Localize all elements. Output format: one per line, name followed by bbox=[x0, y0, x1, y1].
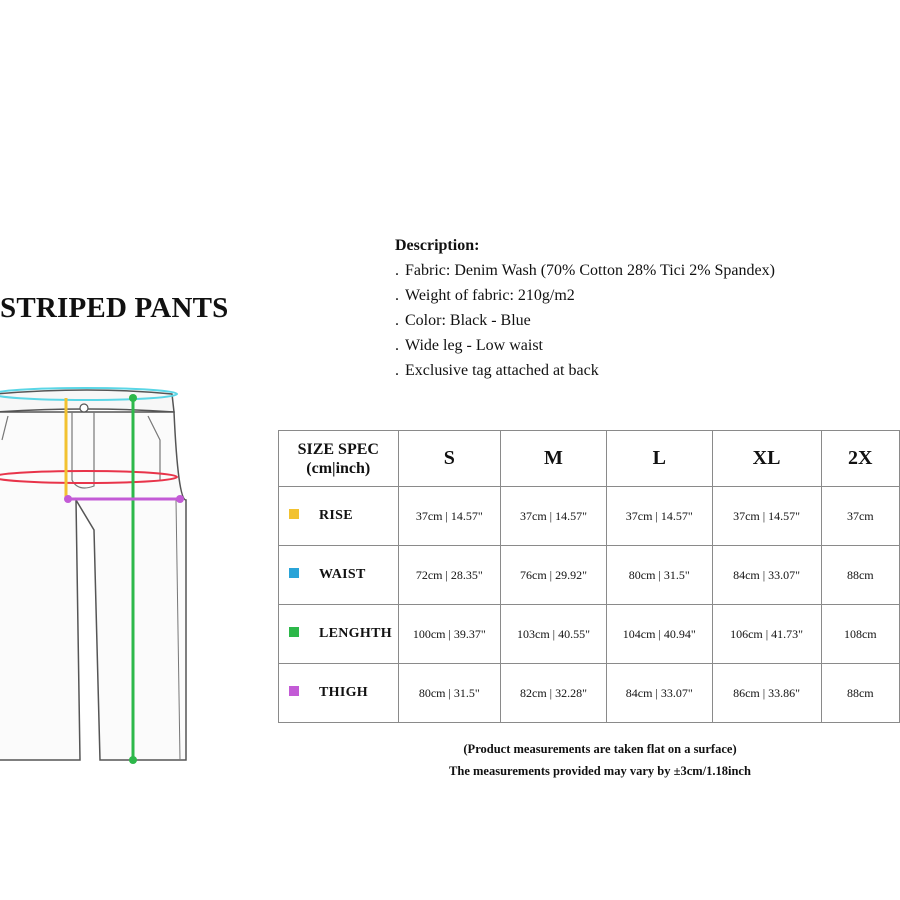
description-text: Fabric: Denim Wash (70% Cotton 28% Tici 2% Spandex) bbox=[405, 262, 775, 279]
row-label: LENGHTH bbox=[319, 626, 392, 641]
thigh-measure-right-dot bbox=[176, 495, 184, 503]
size-header-xl: XL bbox=[712, 431, 821, 487]
measurement-notes bbox=[400, 738, 800, 782]
table-cell: 80cm | 31.5" bbox=[606, 546, 712, 605]
description-text: Exclusive tag attached at back bbox=[405, 362, 599, 379]
measurement-note-1: (Product measurements are taken flat on a surface) bbox=[463, 742, 737, 756]
table-cell: 72cm | 28.35" bbox=[398, 546, 501, 605]
product-title: STRIPED PANTS bbox=[0, 292, 229, 324]
table-row-waist bbox=[279, 546, 900, 605]
measurement-note-2: The measurements provided may vary by ±3cm/1.18inch bbox=[449, 764, 751, 778]
table-row-length bbox=[279, 605, 900, 664]
size-spec-header-line2: (cm|inch) bbox=[306, 459, 371, 477]
size-header-m: M bbox=[501, 431, 607, 487]
description-line: . Fabric: Denim Wash (70% Cotton 28% Tici 2% Spandex) bbox=[395, 262, 775, 279]
description-text: Weight of fabric: 210g/m2 bbox=[405, 287, 575, 304]
table-cell: 76cm | 29.92" bbox=[501, 546, 607, 605]
length-measure-top-dot bbox=[129, 394, 137, 402]
thigh-measure-left-dot bbox=[64, 495, 72, 503]
pants-button bbox=[80, 404, 88, 412]
row-label-cell bbox=[279, 487, 399, 546]
row-label: WAIST bbox=[319, 567, 366, 582]
table-cell: 37cm | 14.57" bbox=[501, 487, 607, 546]
table-cell: 103cm | 40.55" bbox=[501, 605, 607, 664]
description-block bbox=[395, 233, 775, 383]
description-heading: Description: bbox=[395, 237, 480, 254]
table-row-rise bbox=[279, 487, 900, 546]
size-spec-header-line1: SIZE SPEC bbox=[297, 440, 379, 458]
table-cell: 80cm | 31.5" bbox=[398, 664, 501, 723]
table-cell: 104cm | 40.94" bbox=[606, 605, 712, 664]
description-line: . Exclusive tag attached at back bbox=[395, 362, 599, 379]
table-cell: 100cm | 39.37" bbox=[398, 605, 501, 664]
table-cell: 37cm | 14.57" bbox=[606, 487, 712, 546]
table-cell: 88cm bbox=[821, 664, 899, 723]
size-header-l: L bbox=[606, 431, 712, 487]
table-header-row bbox=[279, 431, 900, 487]
row-label-cell bbox=[279, 605, 399, 664]
table-cell: 106cm | 41.73" bbox=[712, 605, 821, 664]
table-row-thigh bbox=[279, 664, 900, 723]
size-header-s: S bbox=[398, 431, 501, 487]
size-header-2x: 2X bbox=[821, 431, 899, 487]
table-cell: 37cm bbox=[821, 487, 899, 546]
table-cell: 86cm | 33.86" bbox=[712, 664, 821, 723]
waist-color-swatch bbox=[289, 568, 299, 578]
row-label-cell bbox=[279, 546, 399, 605]
table-cell: 88cm bbox=[821, 546, 899, 605]
table-cell: 84cm | 33.07" bbox=[606, 664, 712, 723]
description-line: . Wide leg - Low waist bbox=[395, 337, 543, 354]
thigh-color-swatch bbox=[289, 686, 299, 696]
rise-color-swatch bbox=[289, 509, 299, 519]
table-cell: 84cm | 33.07" bbox=[712, 546, 821, 605]
description-line: . Color: Black - Blue bbox=[395, 312, 531, 329]
table-cell: 37cm | 14.57" bbox=[398, 487, 501, 546]
table-cell: 82cm | 32.28" bbox=[501, 664, 607, 723]
row-label: RISE bbox=[319, 508, 353, 523]
description-text: Wide leg - Low waist bbox=[405, 337, 543, 354]
pants-outline bbox=[0, 412, 186, 760]
pants-measurement-diagram bbox=[0, 380, 200, 780]
table-cell: 108cm bbox=[821, 605, 899, 664]
description-line: . Weight of fabric: 210g/m2 bbox=[395, 287, 575, 304]
table-cell: 37cm | 14.57" bbox=[712, 487, 821, 546]
length-measure-bottom-dot bbox=[129, 756, 137, 764]
length-color-swatch bbox=[289, 627, 299, 637]
row-label: THIGH bbox=[319, 685, 368, 700]
description-text: Color: Black - Blue bbox=[405, 312, 531, 329]
size-spec-table bbox=[278, 430, 900, 723]
size-spec-header bbox=[279, 431, 399, 487]
row-label-cell bbox=[279, 664, 399, 723]
